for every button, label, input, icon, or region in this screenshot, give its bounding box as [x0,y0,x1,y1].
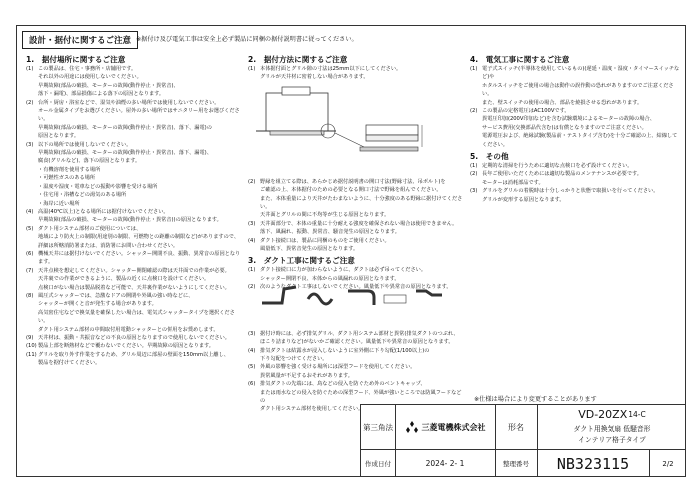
item-text [38,334,244,342]
text-line: 天井裏での作業ができるように、製品の近くに点検口を設けてください。 [38,276,210,283]
list-item [248,220,464,237]
item-text [260,347,464,364]
item-text [38,250,244,267]
item-number [26,82,38,99]
text-line: 高気密住宅などで換気量を確保したい場合は、電気式シャッタータイプを選択ください。 [38,309,235,325]
list-item [248,330,464,347]
item-text [260,237,464,254]
text-line: 地域により防火上の制限(用途別の制限、可燃物との距離の制限など)がありますので、 [38,234,240,241]
text-line: 原因となります。 [38,133,80,140]
item-text [260,363,464,380]
item-list [26,65,244,368]
text-line: この製品の定格電圧はAC100Vです。 [482,108,570,115]
item-number: (3) [26,141,34,148]
text-line: ホタルスイッチをご使用の場合は動作の誤作動の恐れがありますのでご注意ください。 [482,82,674,98]
list-item [248,347,464,364]
list-item [470,170,682,187]
text-line: ・温度や湿度・電車などの振動や影響を受ける場所 [38,183,158,190]
title-block [360,404,686,477]
text-line: オール金属タイプをお選びください。屋外の多い場所ではサニタリー用をお選びください。 [38,108,240,123]
text-line: 風量低下、異常音発生の原因となります。 [260,246,359,253]
item-number: (2) [470,171,478,178]
list-item [26,82,244,99]
model-number [537,407,687,421]
many-bends-duct [308,294,332,304]
text-line: 天井面とグリルの間に不均等が生じる原因となります。 [260,212,390,219]
list-item [248,65,464,82]
section-title: 1. 据付場所に関するご注意 [26,55,126,64]
text-line: ダクト用システム部材を使用してください。 [260,406,364,413]
item-number: (4) [248,237,256,244]
zoom-arrow [335,133,364,147]
item-number: (9) [26,335,34,341]
ceiling-material [366,135,418,141]
text-line: 電源電圧および、絶縁試験(製品前・テストタイプ含む)を十分ご確認の上、結線してください。 [482,133,678,148]
connector-box [384,295,406,303]
item-number: (2) [248,284,256,291]
item-number: (6) [26,250,34,257]
text-line: 異常風量が不足するおそれがあります。 [260,372,353,379]
item-number: (2) [26,99,34,106]
spec-change-note: ※仕様は場合により変更することがあります [474,396,597,403]
company-logo [395,405,495,449]
item-text [482,170,682,187]
list-item [470,107,682,149]
text-line: ほこり詰まりなど)がないかご確認ください。風量低下や異常音の原因となります。 [260,339,454,346]
item-list [470,162,682,204]
item-number: (8) [26,292,34,299]
text-line: 点検口がない場合は製品脱着など可能で、天井裏作業がないようにしてください。 [38,284,230,291]
text-line: 次のようなダクト工事はしないでください。風量低下や異常音の原因となります。 [260,284,452,291]
item-number: (5) [248,364,256,371]
item-text [38,267,244,292]
item-text [38,166,244,208]
text-line: 定期的な清掃を行うために適切な点検口を必ず設けてください。 [482,163,633,170]
text-line: 落下・漏電)、部品損傷による落下の原因となります。 [38,91,165,98]
grille-detail [360,147,418,151]
date-label: 作成日付 [365,460,391,468]
item-number [26,166,38,208]
text-line: 電子式スイッチ(半導体を使用しているもの)(遅延・温度・湿度・タイマースイッチなど)や [482,66,680,81]
grille [270,131,324,135]
text-line: シャッター開閉不良、本体からの風漏れの原因となります。 [260,275,400,282]
sharp-bend-duct [262,287,296,303]
installation-diagram [256,85,436,180]
item-text [260,330,464,347]
item-number: (1) [248,66,256,72]
text-line: 本体据付面とグリル隙の寸法は25mm以下にしてください。 [260,66,402,72]
section-title: 3. ダクト工事に関するご注意 [248,256,355,266]
list-item [26,342,244,350]
item-text [260,220,464,237]
section-title: 5. その他 [470,152,509,162]
item-number: (2) [470,108,478,115]
text-line: 高温(40℃以上)となる場所には据付けないでください。 [38,208,169,215]
item-text [38,342,244,350]
created-date: 2024- 2- 1 [425,459,465,468]
list-item [248,363,464,380]
model-suffix: 14-C [628,409,646,419]
column-1 [26,52,244,368]
section-title: 2. 据付方法に関するご注意 [248,55,348,64]
company-name: 三菱電機株式会社 [421,422,486,432]
text-line: 外風の影響を強く受ける場所には深型フードを使用してください。 [260,364,416,371]
item-number: (7) [26,267,34,274]
duct-bad-examples [256,275,446,311]
item-text [260,65,464,82]
product-desc-1: ダクト用換気扇 低騒音形 [573,424,651,433]
text-line: 早期故障(部品の破損、モーターの故障(動作停止・異常音)、 [38,82,179,89]
header-note: ※据付け及び電気工事は安全上必ず製品に同梱の据付説明書に従ってください。 [136,36,358,43]
text-line: この製品は、住宅・事務所・店舗用です。 [38,66,137,72]
text-line: ダクト接続口は、製品に同梱のものをご使用ください。 [260,237,390,244]
item-number: (11) [26,351,37,358]
list-item [26,334,244,342]
text-line: 落下、風漏れ、振動、異常音、騒音発生の原因となります。 [260,229,400,236]
text-line: ・可燃性ガスのある場所 [38,175,96,182]
text-line: 風圧式シャッターでは、急激なドアの開閉や外風の強い時などに、 [38,292,194,299]
duct-connector [282,87,310,95]
item-text [38,82,244,99]
list-item [470,162,682,170]
list-item [26,208,244,225]
text-line: グリルを取り外す作業をするため、グリル周辺に部屋の壁面を150mm以上離し、 [38,351,229,358]
item-number: (1) [470,66,478,72]
section-title: 4. 電気工事に関するご注意 [470,55,570,64]
text-line: 台所・厨房・浴室などで、湿気や油煙の多い場所では使用しないでください。 [38,99,220,106]
text-line: 機械天井には据付けないでください。シャッター開閉不良、振動、異常音の原因となります。 [38,250,241,266]
list-item [26,250,244,267]
item-text [38,225,244,250]
text-line: ・住宅用・浴槽などの湯気のある場所 [38,192,127,199]
item-number: (10) [26,343,37,350]
page-title: 設計・据付に関するご注意 [22,31,138,49]
text-line: ダクト用システム部材のご使用については、 [38,225,142,232]
item-list [248,330,464,414]
list-item [26,351,244,368]
model-main: VD-20ZX [578,407,628,421]
item-number: (4) [26,208,34,215]
text-line: ・海岸に近い場所 [38,200,80,207]
text-line: ・有機溶剤を使用する場所 [38,166,101,173]
item-text [38,292,244,334]
column-3 [470,52,682,204]
item-number: (5) [26,225,34,232]
item-number: (6) [248,381,256,388]
text-line: 詳細は所轄消防署または、消防署にお問い合わせください。 [38,242,179,249]
item-number: (3) [248,220,256,227]
page-number: 2/2 [662,459,674,468]
text-line: ダクト接続口に力が加わらないように、ダクトは必ず吊ってください。 [260,267,427,274]
text-line: ダクト用システム部材の中間取付用電動シャッターとの併用をお奨めします。 [38,326,219,333]
text-line: 据付け時には、必ず排気グリル、ダクト用システム部材と異常(排気ダクトのつぶれ、 [260,330,459,337]
text-line: また、壁スイッチの使用の場合、部品を焼損させる恐れがあります。 [482,99,643,106]
text-line: シャッターが開くと音が発生する場合があります。 [38,301,157,308]
item-list [248,65,464,82]
near-bend-duct [348,291,374,305]
item-text [260,178,464,220]
list-item [470,187,682,204]
item-number: (3) [470,188,478,195]
text-line: 天井点検を想定してください。シャッター開閉確認の際は天井面での作業が必要。 [38,267,230,274]
item-text [38,141,244,166]
product-desc-2: インテリア格子タイプ [578,435,646,444]
item-number [26,124,38,141]
text-line: また、本体重量により天井がたわまないように、十分強度のある野縁に据付けてください。 [260,195,463,211]
list-item [26,124,244,141]
model-label: 形名 [508,422,524,432]
item-number: (1) [470,163,478,170]
item-text [482,107,682,149]
list-item [248,178,464,220]
list-item [26,166,244,208]
text-line: 早期故障(部品の破損、モーターの故障(動作停止・異常音)、落下、漏電)、 [38,150,212,157]
item-text [38,351,244,368]
number-label: 整理番号 [503,460,529,468]
item-text [38,124,244,141]
item-number: (1) [26,66,34,72]
list-item [26,225,244,250]
mitsubishi-logo-icon [405,421,419,433]
text-line: 早期故障(部品の破損、モーターの故障(動作停止・異常音))の原因となります。 [38,217,222,224]
item-number: (1) [248,267,256,274]
text-line: 製品を据付けてください。 [38,360,101,367]
item-text [482,187,682,204]
list-item [26,141,244,166]
text-line: サービス費用(交換部品代含む)は有償となりますのでご注意ください。 [482,124,647,131]
third-angle-label: 第三角法 [363,422,393,432]
document-number: NB323115 [556,454,630,473]
item-text [38,99,244,124]
text-line: 以下の場所では使用しないでください。 [38,141,132,148]
item-text [38,208,244,225]
item-text [482,162,682,170]
text-line: それ以外の用途には使用しないでください。 [38,74,142,81]
list-item [26,99,244,124]
list-item [26,267,244,292]
text-line: または雨水などの侵入を防ぐための深型フード、外風が強いところでは防風フードなどの [260,389,462,404]
item-number: (3) [248,330,256,337]
item-list [248,178,464,254]
text-line: ご確認の上、本体据付のための必要となる開口寸法で野縁を組んでください。 [260,187,442,194]
item-text [38,65,244,82]
text-line: 製品上部を断熱材などで覆わないでください。早期故障の原因となります。 [38,343,214,350]
item-number: (2) [248,178,256,185]
fan-body [266,93,328,131]
joist-rect [366,125,418,135]
text-line: 天井面部分で、本体の重量に十分耐える強度を確保されない場合は使用できません。 [260,220,458,227]
list-item [26,292,244,334]
text-line: 長年ご使用いただくためには適切な製品のメンテナンスが必要です。 [482,171,642,178]
item-text [482,65,682,107]
text-line: 早期故障(部品の破損、モーターの故障(動作停止・異常音)、落下、漏電)の [38,124,212,131]
text-line: グリルが変形する原因となります。 [482,196,565,203]
text-line: 異電圧印加(200V印加など)を含む試験環境によるモーターの故障の場合、 [482,116,655,123]
narrowed-duct [416,291,442,295]
list-item [248,237,464,254]
text-line: グリルをグリルの着脱時は十分しっかりと状態で取扱いを行ってください。 [482,188,659,195]
item-list [470,65,682,149]
text-line: モーターは消耗部品です。 [482,179,544,186]
text-line: 野縁を組立てる際は、あらかじめ据付説明書の開口寸法(野縁寸法、吊ボルト)を [260,178,446,185]
list-item [470,65,682,107]
text-line: 天井材は、振動・共振音などの不良の原因となりますので使用しないでください。 [38,335,230,341]
list-item [26,65,244,82]
text-line: グリルが天井材に密着しない場合があります。 [260,74,369,81]
text-line: 下り勾配をつけてください。 [260,355,328,362]
text-line: 排気ダクトは結露水が浸入しないように室外側に下り勾配(1/100以上)の [260,347,430,354]
text-line: 排気ダクトの先端には、鳥などの侵入を防ぐため外のベントキャップ、 [260,381,426,388]
item-number: (4) [248,347,256,354]
text-line: 腐食(グリルなど)、落下の原因となります。 [38,158,141,165]
